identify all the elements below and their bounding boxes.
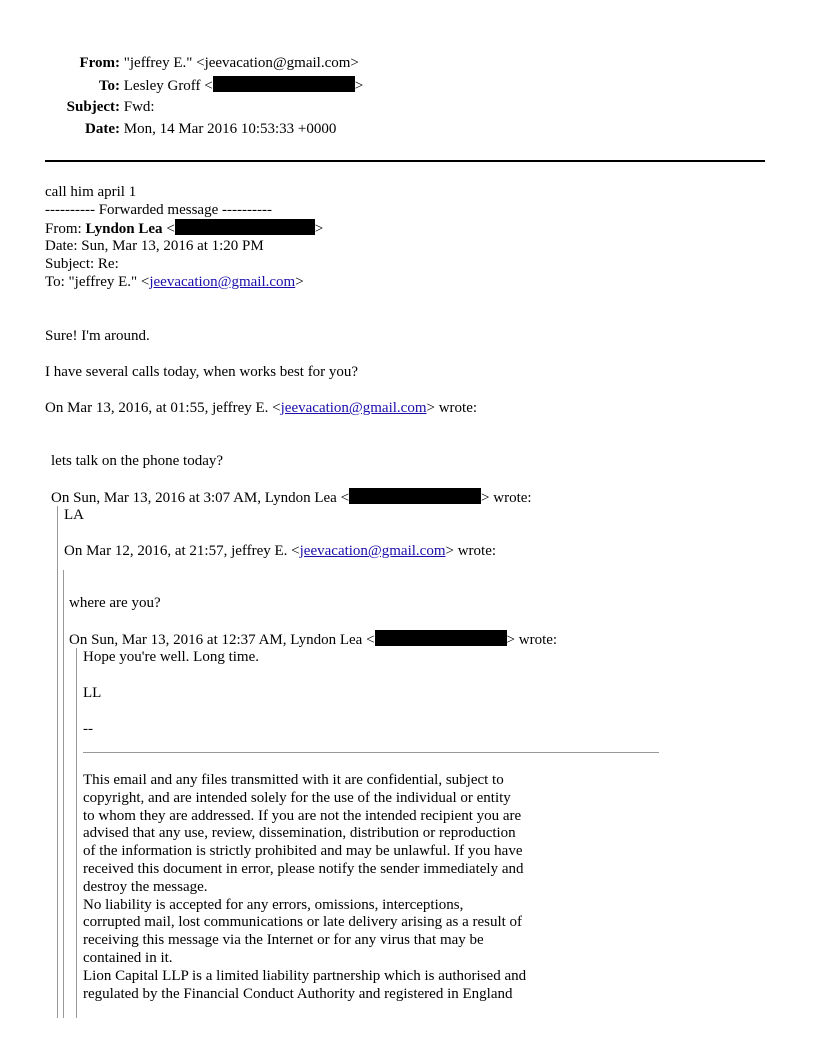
disclaimer — [83, 772, 563, 1003]
forwarded-to-suffix: > — [295, 274, 304, 290]
header-to-suffix: > — [354, 78, 364, 94]
header-subject-row — [0, 98, 155, 116]
header-date-value: Mon, 14 Mar 2016 10:53:33 +0000 — [123, 121, 337, 137]
signature-dash: -- — [83, 721, 93, 737]
redaction-bar — [175, 219, 315, 235]
quote-attribution-3-email-link[interactable]: jeevacation@gmail.com — [299, 543, 446, 559]
header-divider — [45, 160, 765, 162]
header-subject-value: Fwd: — [123, 99, 155, 115]
quote-attribution-1-email-link[interactable]: jeevacation@gmail.com — [280, 400, 427, 416]
signature-divider — [83, 752, 659, 753]
quote-attribution-4 — [69, 630, 557, 649]
disclaimer-line: to whom they are addressed. If you are not the intended recipient you are — [83, 807, 522, 824]
intro-text: call him april 1 — [45, 184, 137, 200]
forwarded-to-email-link[interactable]: jeevacation@gmail.com — [149, 274, 296, 290]
redaction-bar — [213, 76, 355, 92]
quote-attribution-1-suffix: > wrote: — [426, 400, 478, 416]
quote-attribution-1-prefix: On Mar 13, 2016, at 01:55, jeffrey E. < — [45, 400, 281, 416]
forwarded-to — [45, 273, 304, 291]
quote-attribution-2 — [51, 488, 532, 507]
quote-attribution-3-suffix: > wrote: — [445, 543, 497, 559]
disclaimer-line: regulated by the Financial Conduct Authority and registered in England — [83, 985, 513, 1002]
message-where: where are you? — [69, 595, 161, 611]
forwarded-from — [45, 219, 323, 238]
header-date-row — [0, 120, 336, 138]
quote-attribution-2-prefix: On Sun, Mar 13, 2016 at 3:07 AM, Lyndon Lea < — [51, 490, 350, 506]
forwarded-from-close: > — [314, 221, 324, 237]
quote-attribution-4-suffix: > wrote: — [506, 632, 558, 648]
forwarded-from-open: < — [162, 221, 175, 237]
header-subject-label: Subject: — [66, 99, 120, 115]
header-from-label: From: — [79, 55, 120, 71]
disclaimer-line: copyright, and are intended solely for the use of the individual or entity — [83, 789, 511, 806]
message-la: LA — [64, 507, 84, 523]
disclaimer-line: receiving this message via the Internet or for any virus that may be — [83, 932, 484, 949]
message-talk: lets talk on the phone today? — [51, 453, 224, 469]
header-from-value: "jeffrey E." <jeevacation@gmail.com> — [123, 55, 359, 71]
redaction-bar — [375, 630, 507, 646]
quote-attribution-1 — [45, 399, 477, 417]
forwarded-to-prefix: To: "jeffrey E." < — [45, 274, 150, 290]
header-to-label: To: — [98, 78, 120, 94]
quote-attribution-3 — [64, 542, 496, 560]
disclaimer-line: corrupted mail, lost communications or late delivery arising as a result of — [83, 914, 523, 931]
header-to-prefix: Lesley Groff < — [123, 78, 213, 94]
forwarded-from-name: Lyndon Lea — [85, 221, 163, 237]
quote-bar-level-3 — [76, 648, 77, 1018]
disclaimer-line: received this document in error, please notify the sender immediately and — [83, 860, 524, 877]
disclaimer-line: advised that any use, review, dissemination, distribution or reproduction — [83, 825, 516, 842]
message-signoff: LL — [83, 685, 102, 701]
header-from-row — [0, 54, 359, 72]
disclaimer-line: contained in it. — [83, 949, 173, 966]
quote-bar-level-2 — [63, 570, 64, 1018]
quote-attribution-4-prefix: On Sun, Mar 13, 2016 at 12:37 AM, Lyndon Lea < — [69, 632, 375, 648]
disclaimer-line: No liability is accepted for any errors, omissions, interceptions, — [83, 896, 464, 913]
message-hope: Hope you're well. Long time. — [83, 649, 259, 665]
disclaimer-line: Lion Capital LLP is a limited liability partnership which is authorised and — [83, 967, 527, 984]
redaction-bar — [349, 488, 481, 504]
header-to-row — [0, 76, 363, 95]
reply-calls: I have several calls today, when works best for you? — [45, 364, 359, 380]
quote-attribution-2-suffix: > wrote: — [481, 490, 532, 506]
forwarded-date: Date: Sun, Mar 13, 2016 at 1:20 PM — [45, 238, 264, 254]
forwarded-from-label: From: — [45, 221, 86, 237]
header-date-label: Date: — [85, 121, 120, 137]
forwarded-subject: Subject: Re: — [45, 256, 119, 272]
quote-bar-level-1 — [57, 506, 58, 1018]
quote-attribution-3-prefix: On Mar 12, 2016, at 21:57, jeffrey E. < — [64, 543, 300, 559]
disclaimer-line: This email and any files transmitted with it are confidential, subject to — [83, 772, 504, 788]
forwarded-marker: ---------- Forwarded message ---------- — [45, 202, 272, 218]
disclaimer-line: of the information is strictly prohibited and may be unlawful. If you have — [83, 843, 523, 860]
disclaimer-line: destroy the message. — [83, 878, 208, 895]
reply-sure: Sure! I'm around. — [45, 328, 150, 344]
